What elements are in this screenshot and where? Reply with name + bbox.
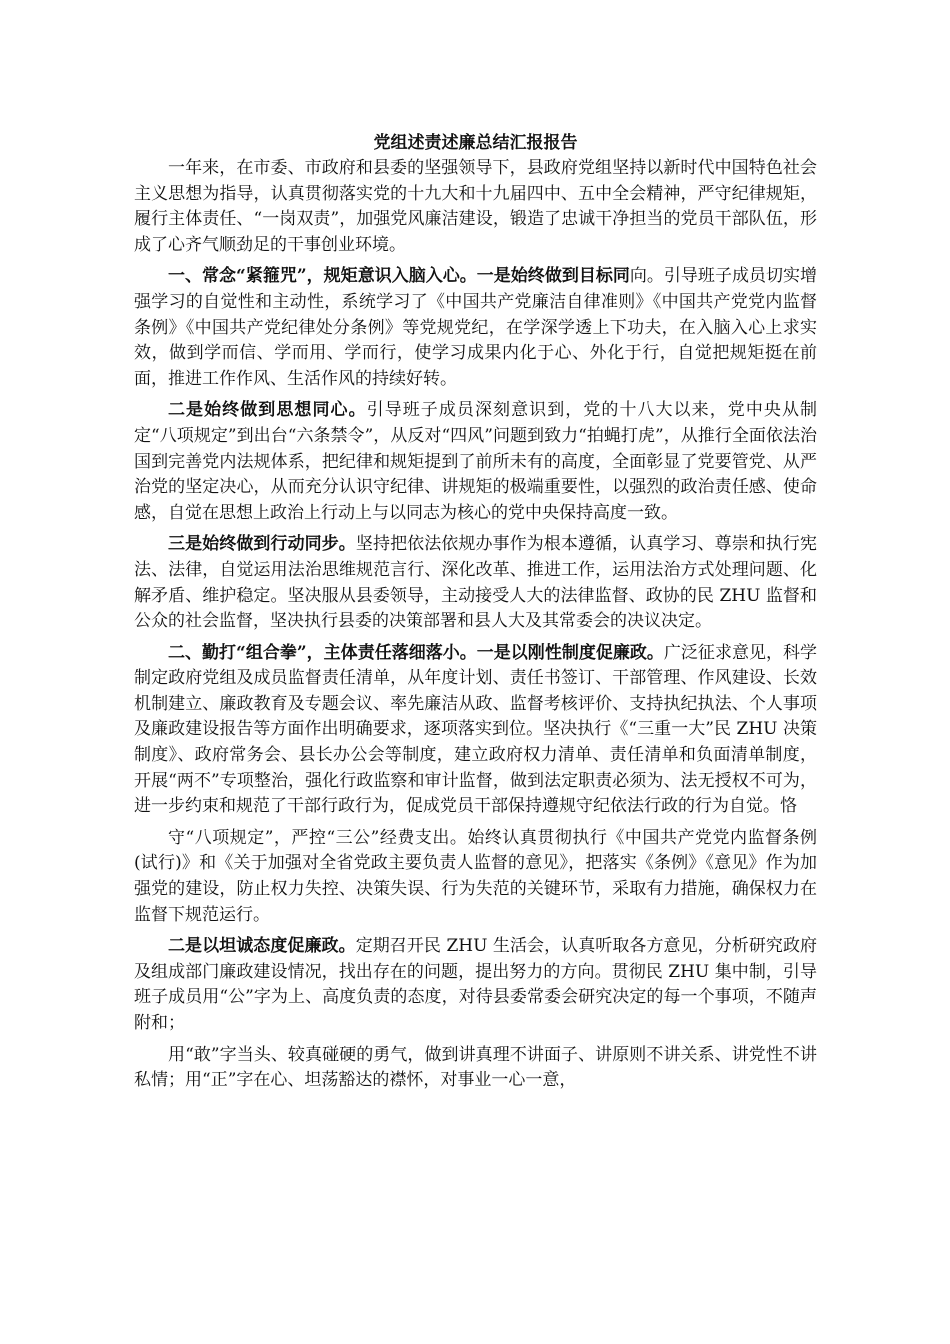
paragraph-point-2b (134, 934, 817, 1036)
paragraph-body: 定期召开民 ZHU 生活会，认真听取各方意见，分析研究政府及组成部门廉政建设情况，找出存在的问题，提出努力的方向。贯彻民 ZHU 集中制，引导班子成员用“公”字为上、高度负责的态度，对待县委常委会研究决定的每一个事项，不随声附和； (134, 936, 817, 1033)
paragraph-body: 引导班子成员深刻意识到，党的十八大以来，党中央从制定“八项规定”到出台“六条禁令”，从反对“四风”问题到致力“拍蝇打虎”，从推行全面依法治国到完善党内法规体系，把纪律和规矩提到了前所未有的高度，全面彰显了党要管党、从严治党的坚定决心，从而充分认识守纪律、讲规矩的极端重要性，以强烈的政治责任感、使命感，自觉在思想上政治上行动上与以同志为核心的党中央保持高度一致。 (134, 400, 818, 523)
paragraph-heading-bold: 二是始终做到思想同心。 (168, 400, 367, 421)
paragraph-courage: 用“敢”字当头、较真碰硬的勇气，做到讲真理不讲面子、讲原则不讲关系、讲党性不讲私情；用“正”字在心、坦荡豁达的襟怀，对事业一心一意， (134, 1044, 817, 1091)
paragraph-heading-bold: 二、勤打“组合拳”，主体责任落细落小。一是以刚性制度促廉政。 (168, 642, 664, 663)
paragraph-heading-bold: 三是始终做到行动同步。 (168, 534, 356, 555)
paragraph-point-3 (134, 532, 817, 634)
paragraph-eight-rules: 守“八项规定”，严控“三公”经费支出。始终认真贯彻执行《中国共产党党内监督条例(试行)》和《关于加强对全省党政主要负责人监督的意见》，把落实《条例》《意见》作为加强党的建设，防止权力失控、决策失误、行为失范的关键环节，采取有力措施，确保权力在监督下规范运行。 (134, 827, 817, 925)
paragraph-heading-bold: 二是以坦诚态度促廉政。 (168, 936, 356, 957)
paragraph-intro: 一年来，在市委、市政府和县委的坚强领导下，县政府党组坚持以新时代中国特色社会主义思想为指导，认真贯彻落实党的十九大和十九届四中、五中全会精神，严守纪律规矩，履行主体责任、“一岗双责”，加强党风廉洁建设，锻造了忠诚干净担当的党员干部队伍，形成了心齐气顺劲足的干事创业环境。 (134, 158, 817, 255)
paragraph-section-1 (134, 264, 817, 392)
paragraph-section-2 (134, 641, 817, 820)
paragraph-point-2 (134, 398, 817, 526)
document-title: 党组述责述廉总结汇报报告 (373, 133, 578, 153)
paragraph-body: 广泛征求意见，科学制定政府党组及成员监督责任清单，从年度计划、责任书签订、干部管理、作风建设、长效机制建立、廉政教育及专题会议、率先廉洁从政、监督考核评价、支持执纪执法、个人事项及廉政建设报告等方面作出明确要求，逐项落实到位。坚决执行《“三重一大”民 ZHU 决策制度》、政府常务会、县长办公会等制度，建立政府权力清单、责任清单和负面清单制度，开展“两不”专项整治，强化行政监察和审计监督，做到法定职责必须为、法无授权不可为，进一步约束和规范了干部行政行为，促成党员干部保持遵规守纪依法行政的行为自觉。恪 (134, 642, 817, 817)
paragraph-body: 向。引导班子成员切实增强学习的自觉性和主动性，系统学习了《中国共产党廉洁自律准则》《中国共产党党内监督条例》《中国共产党纪律处分条例》等党规党纪，在学深学透上下功夫，在入脑入心上求实效，做到学而信、学而用、学而行，使学习成果内化于心、外化于行，自觉把规矩挺在前面，推进工作作风、生活作风的持续好转。 (134, 266, 818, 389)
document-page (134, 131, 817, 1094)
paragraph-body: 坚持把依法依规办事作为根本遵循，认真学习、尊崇和执行宪法、法律，自觉运用法治思维规范言行、深化改革、推进工作，运用法治方式处理问题、化解矛盾、维护稳定。坚决服从县委领导，主动接受人大的法律监督、政协的民 ZHU 监督和公众的社会监督，坚决执行县委的决策部署和县人大及其常委会的决议决定。 (134, 534, 818, 632)
paragraph-heading-bold: 一、常念“紧箍咒”，规矩意识入脑入心。一是始终做到目标同 (168, 266, 630, 287)
